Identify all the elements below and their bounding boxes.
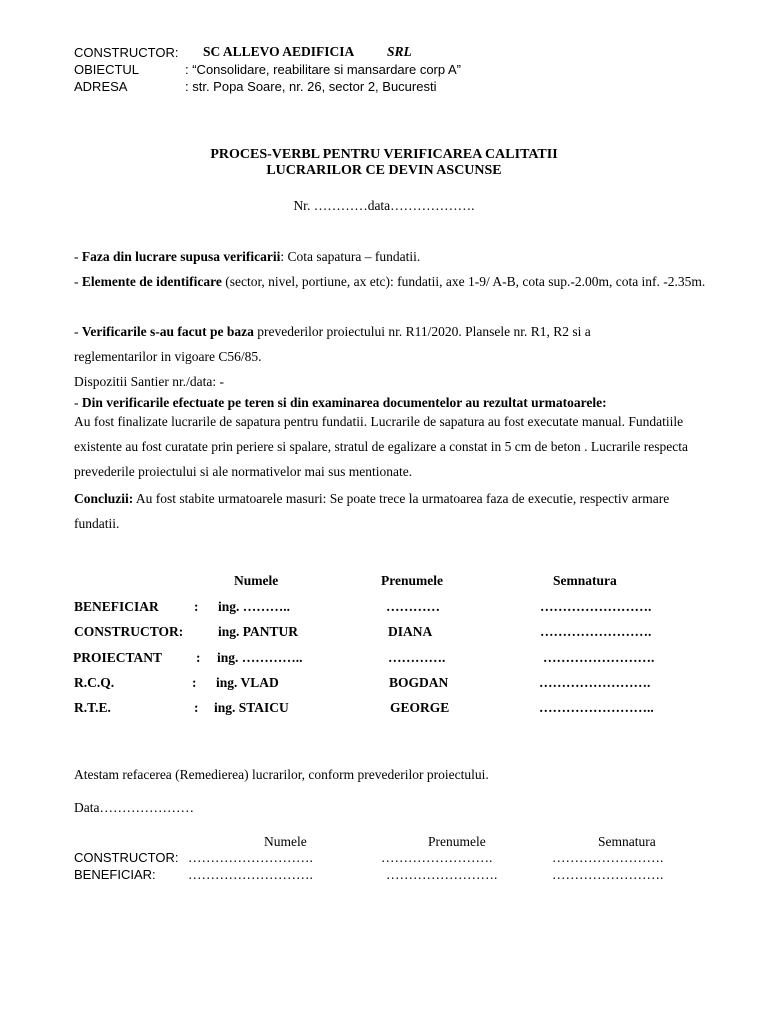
row-role: CONSTRUCTOR: — [74, 850, 179, 865]
col-header-semnatura: Semnatura — [598, 834, 656, 849]
row-name: ing. STAICU — [214, 700, 289, 715]
row-first: BOGDAN — [389, 675, 449, 690]
row-name: ………………………. — [188, 867, 313, 882]
faza-value: : Cota sapatura – fundatii. — [280, 249, 421, 264]
obiect-label: OBIECTUL — [74, 62, 140, 77]
verificari-value: prevederilor proiectului nr. R11/2020. Plansele nr. R1, R2 si a reglementarilor in vigoare C56/85. — [74, 324, 591, 364]
faza-label: Faza din lucrare supusa verificarii — [81, 249, 281, 264]
faza-paragraph: - Faza din lucrare supusa verificarii: Cota sapatura – fundatii. — [74, 249, 421, 264]
rezultat-paragraph: Au fost finalizate lucrarile de sapatura pentru fundatii. Lucrarile de sapatura au fost executate manual. Fundatiile existente au fost curatate prin periere si spalare, stratul de egalizare a constat in 5 cm de beton . Lucrarile respecta prevederile proiectului si ale normativelor mai sus mentionate. — [74, 414, 688, 479]
constructor-suffix: SRL — [387, 44, 412, 59]
row-first: DIANA — [388, 624, 433, 639]
row-name: ing. VLAD — [216, 675, 279, 690]
row-sep: : — [192, 675, 197, 690]
row-sign: ……………………. — [552, 850, 664, 865]
verificari-label: Verificarile s-au facut pe baza — [81, 324, 254, 339]
rezultat-label: Din verificarile efectuate pe teren si din examinarea documentelor au rezultat urmatoarele: — [81, 395, 607, 410]
elemente-label: Elemente de identificare — [81, 274, 222, 289]
row-name: ing. ……….. — [218, 599, 291, 614]
concluzii-value: Au fost stabite urmatoarele masuri: Se poate trece la urmatoarea faza de executie, respectiv armare fundatii. — [74, 491, 670, 531]
row-sep: : — [194, 599, 199, 614]
row-sign: ……………………. — [552, 867, 664, 882]
constructor-label: CONSTRUCTOR: — [74, 45, 179, 60]
col-header-numele: Numele — [264, 834, 307, 849]
adresa-label: ADRESA — [74, 79, 128, 94]
col-header-numele: Numele — [234, 573, 279, 588]
data-line: Data………………… — [74, 800, 194, 815]
row-sign: …………………….. — [539, 700, 654, 715]
row-sep: : — [196, 650, 201, 665]
col-header-prenumele: Prenumele — [428, 834, 486, 849]
dispozitii-line: Dispozitii Santier nr./data: - — [74, 374, 224, 389]
row-first: ……………………. — [386, 867, 498, 882]
number-date-line: Nr. …………data………………. — [293, 198, 475, 213]
verificari-paragraph: - Verificarile s-au facut pe baza prevederilor proiectului nr. R11/2020. Plansele nr. R1, R2 si a reglementarilor in vigoare C56/85. — [74, 324, 591, 364]
row-role: CONSTRUCTOR: — [74, 624, 184, 639]
adresa-value: : str. Popa Soare, nr. 26, sector 2, Bucuresti — [185, 79, 437, 94]
constructor-name: SC ALLEVO AEDIFICIA — [203, 44, 355, 59]
row-first: GEORGE — [390, 700, 450, 715]
atestam-statement: Atestam refacerea (Remedierea) lucrarilor, conform prevederilor proiectului. — [74, 767, 489, 782]
row-sign: ……………………. — [539, 675, 651, 690]
concluzii-label: Concluzii: — [74, 491, 134, 506]
concluzii-paragraph — [74, 486, 714, 536]
col-header-semnatura: Semnatura — [553, 573, 617, 588]
row-sign: ……………………. — [540, 624, 652, 639]
row-first: ………… — [386, 599, 440, 614]
row-role: R.C.Q. — [74, 675, 115, 690]
obiect-value: : “Consolidare, reabilitare si mansardare corp A” — [185, 62, 462, 77]
document-title-line2: LUCRARILOR CE DEVIN ASCUNSE — [266, 163, 502, 178]
row-sign: ……………………. — [543, 650, 655, 665]
row-role: R.T.E. — [74, 700, 111, 715]
row-name: ing. ………….. — [217, 650, 303, 665]
row-name: ………………………. — [188, 850, 313, 865]
row-sign: ……………………. — [540, 599, 652, 614]
row-role: BENEFICIAR — [74, 599, 159, 614]
elemente-value: (sector, nivel, portiune, ax etc): fundatii, axe 1-9/ A-B, cota sup.-2.00m, cota inf. -2.35m. — [221, 274, 706, 289]
row-first: …………. — [388, 650, 446, 665]
rezultat-heading: - Din verificarile efectuate pe teren si din examinarea documentelor au rezultat urmatoarele: — [74, 395, 607, 410]
row-sep: : — [194, 700, 199, 715]
row-first: ……………………. — [381, 850, 493, 865]
document-title-line1: PROCES-VERBL PENTRU VERIFICAREA CALITATII — [210, 147, 558, 162]
col-header-prenumele: Prenumele — [381, 573, 443, 588]
row-role: PROIECTANT — [73, 650, 163, 665]
row-name: ing. PANTUR — [218, 624, 299, 639]
elemente-paragraph: - Elemente de identificare (sector, nivel, portiune, ax etc): fundatii, axe 1-9/ A-B, cota sup.-2.00m, cota inf. -2.35m. — [74, 274, 706, 289]
row-role: BENEFICIAR: — [74, 867, 156, 882]
